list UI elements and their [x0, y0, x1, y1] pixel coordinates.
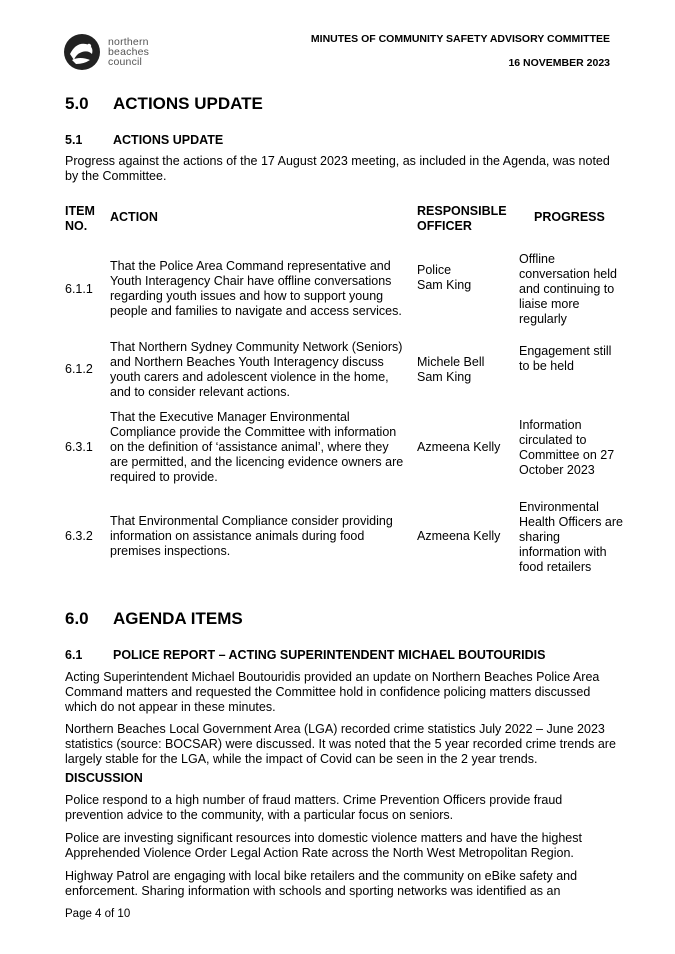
section-5-heading: [65, 94, 263, 114]
section-5-title: ACTIONS UPDATE: [113, 94, 263, 113]
row-2-action: That Northern Sydney Community Network (Seniors) and Northern Beaches Youth Interagency discuss youth carers and adolescent violence in the home, and to consider relevant actions.: [110, 340, 403, 399]
row-3-item: 6.3.1: [65, 440, 93, 454]
section-6-heading: [65, 609, 243, 629]
row-1-officer: Police Sam King: [417, 263, 472, 292]
discussion-para-2: Police are investing significant resources into domestic violence matters and have the highest Apprehended Violence Order Legal Action Rate across the North West Metropolitan Region.: [65, 831, 582, 860]
row-1-progress: Offline conversation held and continuing to liaise more regularly: [519, 252, 617, 326]
row-4-action: That Environmental Compliance consider providing information on assistance animals during food premises inspections.: [110, 514, 393, 558]
header-item-no: ITEM NO.: [65, 204, 95, 233]
council-logo: [62, 30, 182, 74]
row-1-action: That the Police Area Command representative and Youth Interagency Chair have offline conversations regarding youth issues and how to support young people and families to navigate and access services.: [110, 259, 402, 318]
logo-text: [108, 37, 149, 67]
section-6-1-number: 6.1: [65, 648, 83, 662]
section-6-1-title: POLICE REPORT – ACTING SUPERINTENDENT MICHAEL BOUTOURIDIS: [113, 648, 546, 662]
row-2-officer: Michele Bell Sam King: [417, 355, 485, 384]
section-6-title: AGENDA ITEMS: [113, 609, 243, 628]
row-2-progress: Engagement still to be held: [519, 344, 612, 373]
row-1-item: 6.1.1: [65, 282, 93, 296]
row-3-progress: Information circulated to Committee on 27 October 2023: [519, 418, 615, 477]
section-6-1-heading: [65, 648, 545, 662]
logo-line-1: northern: [108, 36, 149, 48]
row-4-progress: Environmental Health Officers are sharing information with food retailers: [519, 500, 623, 574]
logo-line-2: beaches: [108, 46, 150, 58]
row-3-action: That the Executive Manager Environmental Compliance provide the Committee with information on the definition of ‘assistance animal’, where they are permitted, and the licencing evidence owners are required to provide.: [110, 410, 404, 484]
row-4-item: 6.3.2: [65, 529, 93, 543]
row-3-officer: Azmeena Kelly: [417, 440, 501, 454]
discussion-heading: DISCUSSION: [65, 771, 143, 785]
meeting-date: 16 NOVEMBER 2023: [508, 57, 610, 69]
section-5-number: 5.0: [65, 94, 89, 113]
header-action: ACTION: [110, 210, 158, 224]
police-report-para-2: Northern Beaches Local Government Area (LGA) recorded crime statistics July 2022 – June 2023 statistics (source: BOCSAR) were discussed. It was noted that the 5 year recorded crime trends are largely stable for the LGA, while the impact of Covid can be seen in the 2 year trends.: [65, 722, 616, 766]
section-5-1-number: 5.1: [65, 133, 83, 147]
section-5-1-title: ACTIONS UPDATE: [113, 133, 224, 147]
header-progress: PROGRESS: [534, 210, 605, 224]
section-6-number: 6.0: [65, 609, 89, 628]
actions-intro: Progress against the actions of the 17 August 2023 meeting, as included in the Agenda, was noted by the Committee.: [65, 154, 610, 183]
row-2-item: 6.1.2: [65, 362, 93, 376]
logo-line-3: council: [108, 56, 143, 68]
header-responsible-officer: RESPONSIBLE OFFICER: [417, 204, 507, 233]
section-5-1-heading: [65, 133, 223, 147]
page-number: Page 4 of 10: [65, 908, 131, 920]
council-emblem-icon: [62, 32, 102, 72]
discussion-para-1: Police respond to a high number of fraud matters. Crime Prevention Officers provide fraud prevention advice to the community, with a particular focus on seniors.: [65, 793, 563, 822]
document-title: MINUTES OF COMMUNITY SAFETY ADVISORY COMMITTEE: [310, 33, 610, 45]
discussion-para-3: Highway Patrol are engaging with local bike retailers and the community on eBike safety and enforcement. Sharing information with schools and sporting networks was identified as an: [65, 869, 578, 898]
row-4-officer: Azmeena Kelly: [417, 529, 501, 543]
police-report-para-1: Acting Superintendent Michael Boutouridis provided an update on Northern Beaches Police Area Command matters and requested the Committee hold in confidence policing matters discussed which do not appear in these minutes.: [65, 670, 600, 714]
